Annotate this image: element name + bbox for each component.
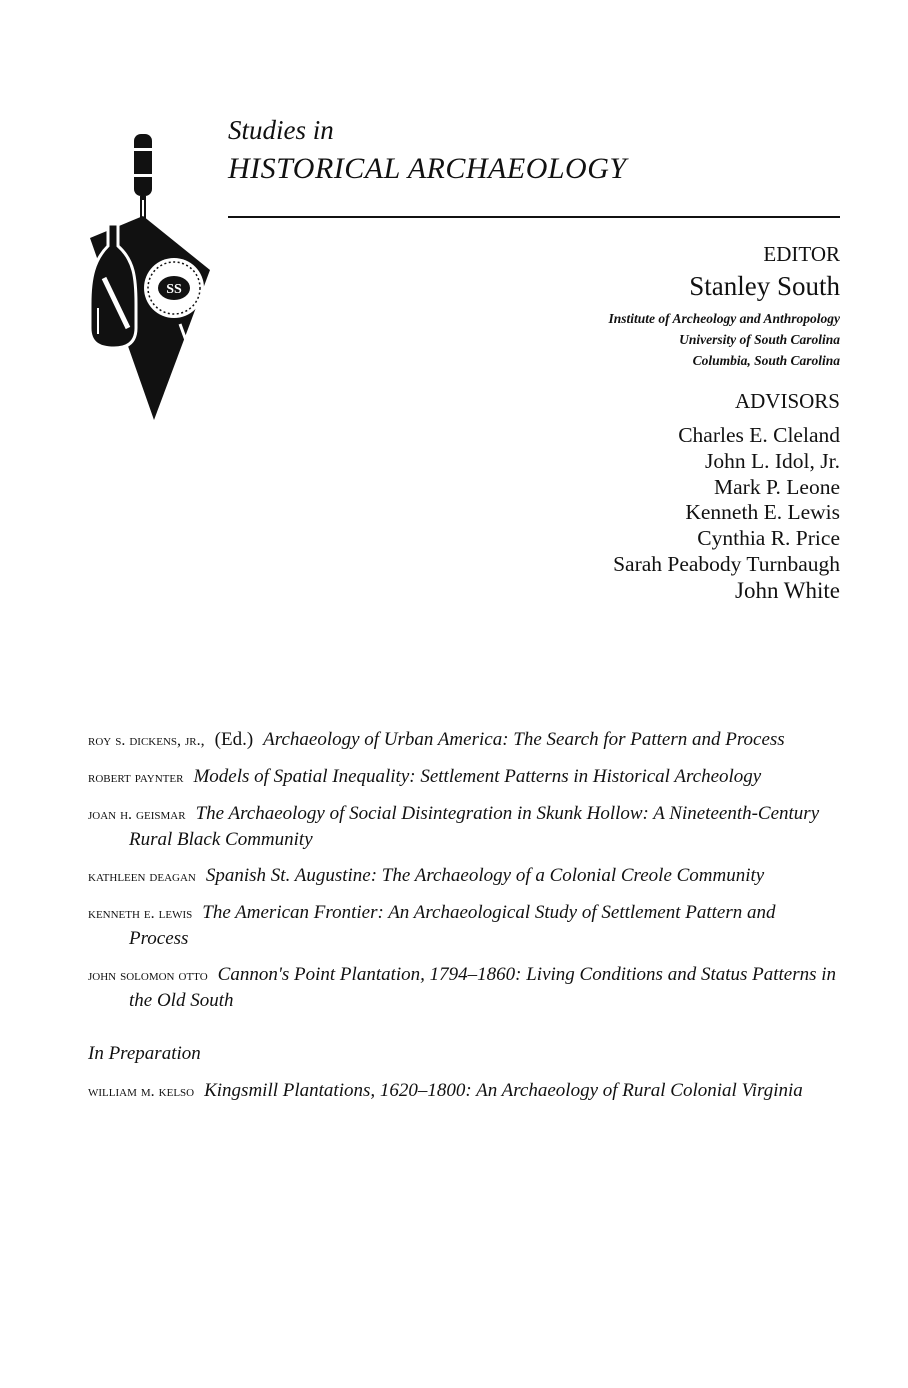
title-rule	[228, 216, 840, 218]
book-title: Cannon's Point Plantation, 1794–1860: Living Conditions and Status Patterns in the Old South	[129, 964, 837, 1011]
advisor-name: Sarah Peabody Turnbaugh	[613, 551, 840, 576]
book-title: Models of Spatial Inequality: Settlement Patterns in Historical Archeology	[193, 766, 762, 787]
affiliation-line: Columbia, South Carolina	[692, 353, 840, 368]
advisor-name: Charles E. Cleland	[678, 423, 840, 447]
series-title	[228, 112, 627, 190]
editor-label: EDITOR	[763, 242, 840, 266]
book-title: Kingsmill Plantations, 1620–1800: An Archaeology of Rural Colonial Virginia	[204, 1080, 803, 1101]
book-author: robert paynter	[88, 769, 184, 786]
seal-text: SS	[166, 282, 182, 297]
book-author: joan h. geismar	[88, 806, 186, 823]
advisors-label: ADVISORS	[734, 389, 840, 413]
book-author: william m. kelso	[88, 1083, 195, 1100]
book-entry	[88, 801, 838, 852]
book-editor-mark: (Ed.)	[214, 729, 254, 750]
series-title-line2: HISTORICAL ARCHAEOLOGY	[228, 152, 627, 185]
book-title: Spanish St. Augustine: The Archaeology of a Colonial Creole Community	[205, 865, 765, 886]
book-list	[88, 727, 838, 1115]
in-preparation-heading: In Preparation	[88, 1043, 201, 1064]
trowel-bottle-seal-logo-icon	[84, 128, 212, 420]
book-entry	[88, 727, 838, 753]
book-author: roy s. dickens, jr.,	[88, 732, 205, 749]
advisors-list	[608, 423, 840, 604]
book-title: The American Frontier: An Archaeological Study of Settlement Pattern and Process	[129, 902, 776, 949]
editor-affiliation	[608, 308, 840, 371]
affiliation-line: University of South Carolina	[679, 332, 840, 347]
editor-name: Stanley South	[689, 271, 840, 301]
advisor-name: Cynthia R. Price	[697, 526, 840, 551]
book-author: kathleen deagan	[88, 868, 196, 885]
advisor-name: John White	[735, 577, 840, 603]
editor-block	[608, 240, 840, 604]
book-entry	[88, 900, 838, 951]
book-author: john solomon otto	[88, 967, 208, 984]
book-title: Archaeology of Urban America: The Search for Pattern and Process	[263, 729, 785, 750]
book-entry	[88, 1078, 838, 1104]
book-entry	[88, 863, 838, 889]
advisor-name: Kenneth E. Lewis	[685, 500, 840, 525]
book-entry	[88, 764, 838, 790]
affiliation-line: Institute of Archeology and Anthropology	[608, 311, 840, 326]
advisor-name: John L. Idol, Jr.	[705, 448, 840, 473]
book-author: kenneth e. lewis	[88, 905, 193, 922]
advisor-name: Mark P. Leone	[714, 474, 840, 499]
book-entry	[88, 962, 838, 1013]
book-title: The Archaeology of Social Disintegration in Skunk Hollow: A Nineteenth-Century Rural Black Community	[129, 803, 820, 850]
series-title-line1: Studies in	[228, 115, 334, 145]
